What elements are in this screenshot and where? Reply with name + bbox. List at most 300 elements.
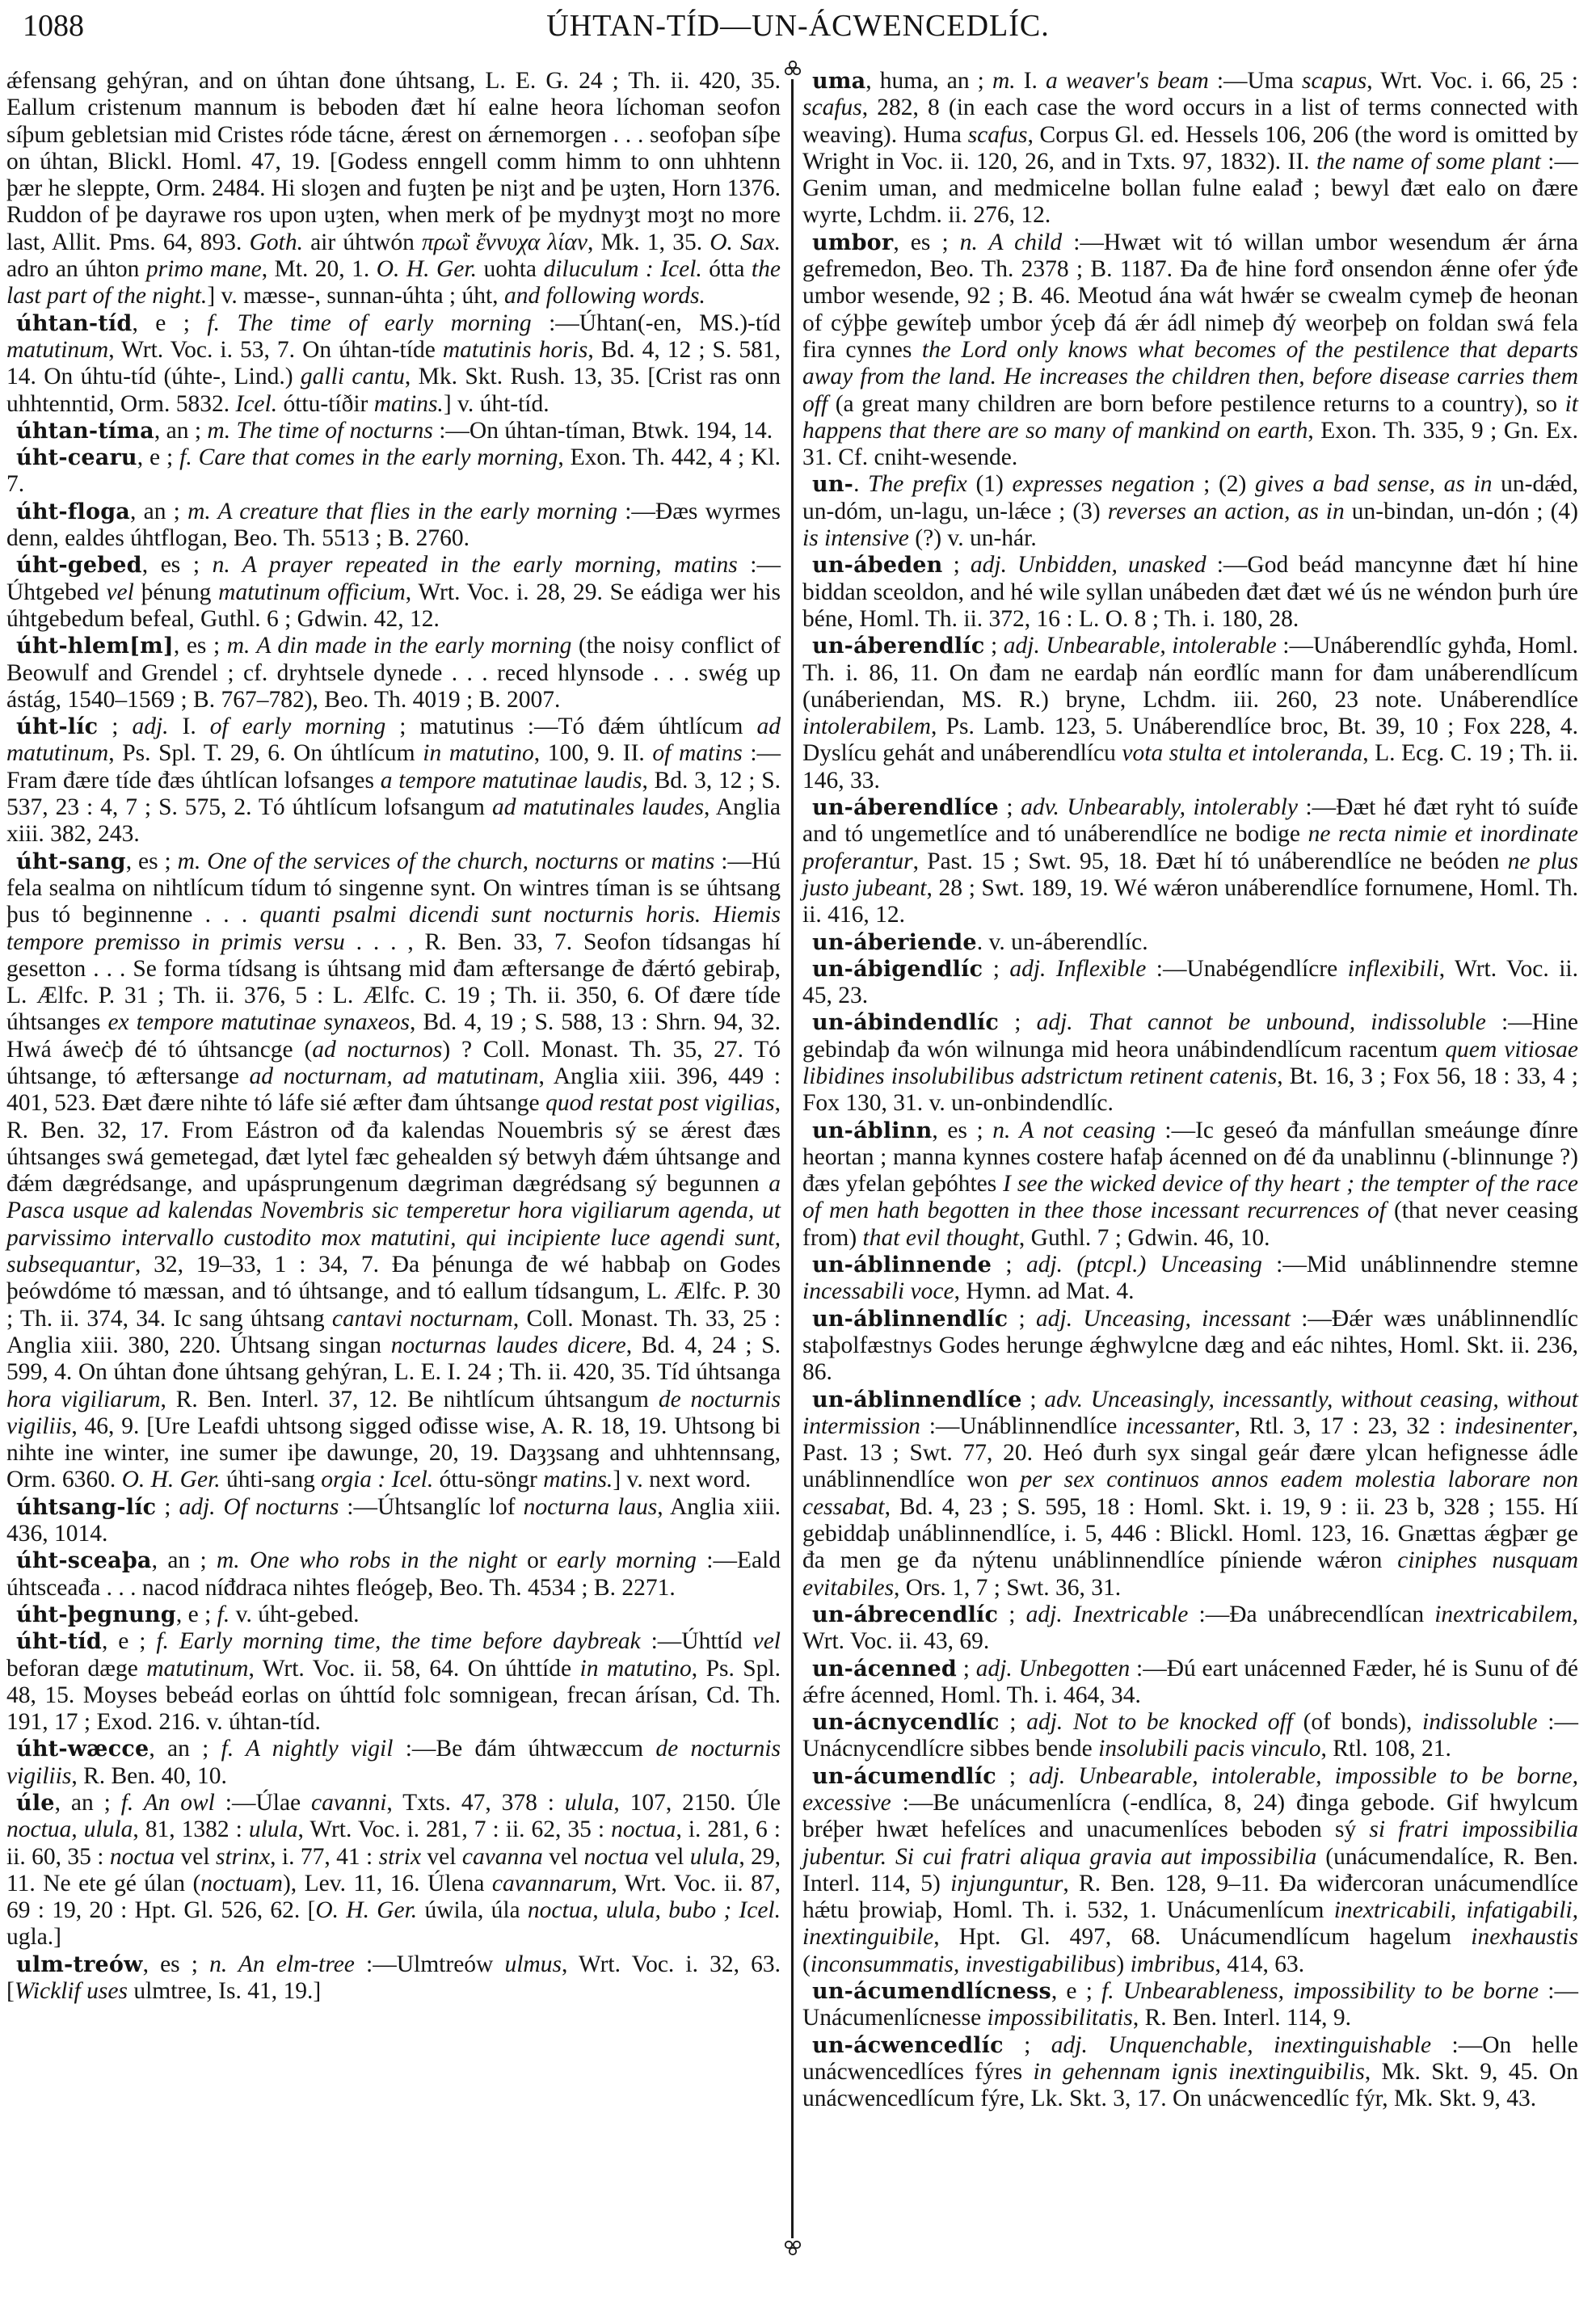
- dictionary-entry: [802, 229, 1578, 472]
- headword: úhtsang-líc: [16, 1494, 157, 1520]
- entry-text: ) ? Coll. Monast. Th. 35, 27. Tó úhtsange, tó æftersange: [6, 1036, 781, 1089]
- entry-text: , Past. 13 ; Swt. 77, 20. Heó đurh syx singal geár đære ylcan hefignesse ádle unáblinnendlíce won: [802, 1412, 1578, 1493]
- italic-gloss: ciniphes nusquam evitabiles: [802, 1547, 1578, 1601]
- entry-text: :—Hine gebindaþ đa wón wilnunga mid heora unábindendlícum racentum: [802, 1009, 1578, 1063]
- italic-gloss: m. One who robs in the night: [216, 1547, 517, 1574]
- italic-gloss: ulula: [689, 1843, 739, 1870]
- page-number: 1088: [23, 9, 84, 43]
- italic-gloss: insolubili pacis vinculo: [1098, 1736, 1321, 1762]
- entry-text: (that never ceasing from): [802, 1198, 1578, 1251]
- entry-text: , an ;: [130, 498, 188, 524]
- entry-text: , e ;: [132, 309, 208, 336]
- running-title: ÚHTAN-TÍD—UN-ÁCWENCEDLÍC.: [546, 9, 1050, 43]
- entry-text: ), Lev. 11, 16. Úlena: [282, 1870, 492, 1896]
- entry-text: un-bindan, un-dón ; (4): [1344, 498, 1578, 524]
- italic-gloss: f. A nightly vigil: [221, 1736, 394, 1762]
- entry-text: ;: [998, 794, 1021, 821]
- entry-text: , Coll. Monast. Th. 33, 25 : Anglia xiii. 380, 220. Úhtsang singan: [6, 1305, 781, 1358]
- entry-text: , Wrt. Voc. ii. 43, 69.: [802, 1601, 1578, 1655]
- entry-text: , Ors. 1, 7 ; Swt. 36, 31.: [894, 1574, 1122, 1601]
- italic-gloss: vel: [752, 1628, 781, 1655]
- entry-text: , Ps. Spl. T. 29, 6. On úhtlícum: [108, 740, 423, 767]
- italic-gloss: matutinum: [146, 1655, 249, 1682]
- entry-text: , Txts. 47, 378 :: [386, 1790, 565, 1816]
- entry-text: :—Unácumenlícnesse: [802, 1978, 1578, 2031]
- italic-gloss: a tempore matutinae laudis: [380, 767, 642, 793]
- entry-text: :—Unáberendlíc gyhđa, Homl. Th. i. 86, 11. On đam ne eardaþ nán eorđlíc mann for đam unáberendlícum (unáberiendan, MS. R.) bryne, Lchdm. iii. 260, 23 note. Unáberendlíce: [802, 633, 1578, 713]
- italic-gloss: noctuam: [200, 1870, 283, 1896]
- entry-text: ;: [999, 1709, 1027, 1736]
- italic-gloss: adv. Unceasingly, incessantly, without ceasing, without intermission: [802, 1386, 1578, 1439]
- entry-text: , Wrt. Voc. i. 281, 7 : ii. 62, 35 :: [297, 1816, 612, 1843]
- italic-gloss: noctua, ulula, bubo ; Icel.: [527, 1897, 781, 1924]
- dictionary-entry: [6, 68, 781, 310]
- italic-gloss: Icel.: [235, 390, 278, 417]
- entry-text: air úhtwón: [302, 229, 422, 255]
- italic-gloss: nocturna laus: [523, 1493, 658, 1520]
- entry-text: , R. Ben. 128, 9–11. Đa wiđercoran unácumendlíce hǽtu þrowiaþ, Homl. Th. i. 532, 1. Unácumenlícum: [802, 1870, 1578, 1924]
- italic-gloss: vel: [106, 579, 134, 605]
- italic-gloss: O. H. Ger.: [376, 256, 477, 283]
- entry-text: , Rtl. 108, 21.: [1320, 1736, 1451, 1762]
- entry-text: , L. Ecg. C. 19 ; Th. ii. 146, 33.: [802, 740, 1579, 793]
- italic-gloss: adj. That cannot be unbound, indissoluble: [1036, 1009, 1486, 1036]
- entry-text: :—Eald úhtsceađa . . . nacod níđdraca nihtes fleógeþ, Beo. Th. 4534 ; B. 2271.: [6, 1547, 781, 1601]
- entry-text: , Bd. 3, 12 ; S. 537, 23 : 4, 7 ; S. 575, 2. Tó úhtlícum lofsangum: [6, 767, 781, 821]
- entry-text: ; matutinus :—Tó đǽm úhtlícum: [385, 714, 757, 740]
- italic-gloss: noctua: [109, 1843, 175, 1870]
- entry-text: , R. Ben. Interl. 37, 12. Be nihtlícum úhtsangum: [160, 1386, 659, 1412]
- italic-gloss: matutinum officium: [218, 579, 406, 605]
- entry-text: þénung: [133, 579, 219, 605]
- entry-text: , 282, 8 (in each case the word occurs in a list of terms connected with weaving). Huma: [802, 95, 1578, 148]
- entry-text: ;: [999, 1009, 1037, 1036]
- dictionary-entry: [802, 794, 1578, 928]
- entry-text: , Wrt. Voc. ii. 87, 69 : 19, 20 : Hpt. Gl. 526, 62. [: [6, 1870, 781, 1924]
- dictionary-entry: [6, 714, 781, 848]
- italic-gloss: of matins: [652, 740, 743, 767]
- italic-gloss: adj. (ptcpl.) Unceasing: [1025, 1252, 1262, 1278]
- headword: un-áberiende: [812, 929, 977, 955]
- entry-text: , an ;: [54, 1790, 121, 1816]
- italic-gloss: in matutino: [423, 740, 534, 767]
- dictionary-entry: [6, 444, 781, 499]
- entry-text: ;: [996, 1762, 1030, 1789]
- italic-gloss: f. Unbearableness, impossibility to be borne: [1101, 1978, 1539, 2005]
- italic-gloss: ne plus justo jubeant: [802, 848, 1578, 901]
- entry-text: :—Ulmtreów: [354, 1951, 505, 1977]
- italic-gloss: Wicklif uses: [14, 1978, 128, 2005]
- italic-gloss: indissoluble: [1422, 1709, 1538, 1736]
- entry-text: :—Đǽr wæs unáblinnendlíc staþolfæstnys Godes herunge ǽghwylcne dæg and eác nihtes, Homl. Skt. ii. 236, 86.: [802, 1305, 1579, 1386]
- dictionary-entry: [802, 1387, 1578, 1602]
- entry-text: , huma, an ;: [865, 68, 992, 94]
- italic-gloss: πρωῒ ἔννυχα λίαν: [421, 229, 587, 255]
- italic-gloss: f. An owl: [120, 1790, 215, 1816]
- headword: un-ácenned: [812, 1656, 957, 1682]
- italic-gloss: de nocturnis vigiliis: [6, 1386, 781, 1439]
- italic-gloss: n. An elm-tree: [209, 1951, 355, 1977]
- entry-text: , Hymn. ad Mat. 4.: [954, 1278, 1135, 1305]
- italic-gloss: ad nocturnam, ad matutinam: [249, 1063, 539, 1089]
- entry-text: , 100, 9. II.: [533, 740, 653, 767]
- headword: un-áberendlíce: [812, 795, 999, 821]
- entry-text: vel: [648, 1843, 690, 1870]
- entry-text: (?) v. un-hár.: [908, 525, 1037, 552]
- italic-gloss: gives a bad sense, as in: [1255, 471, 1493, 498]
- entry-text: ;: [983, 955, 1010, 982]
- dictionary-entry: [802, 1118, 1578, 1252]
- italic-gloss: m.: [992, 68, 1016, 94]
- headword: umbor: [812, 229, 894, 255]
- dictionary-entry: [802, 1763, 1578, 1978]
- italic-gloss: injunguntur: [950, 1870, 1063, 1896]
- entry-text: , an ;: [149, 1736, 221, 1762]
- italic-gloss: a weaver's beam: [1046, 68, 1209, 94]
- dictionary-entry: [802, 1009, 1578, 1117]
- entry-text: , i. 281, 6 : ii. 60, 35 :: [6, 1816, 781, 1870]
- italic-gloss: adv. Unbearably, intolerably: [1021, 794, 1298, 821]
- dictionary-entry: [802, 956, 1578, 1010]
- italic-gloss: and following words.: [503, 283, 705, 309]
- italic-gloss: hora vigiliarum: [6, 1386, 161, 1412]
- italic-gloss: O. H. Ger.: [121, 1467, 221, 1493]
- italic-gloss: n. A prayer repeated in the early morning, matins: [212, 552, 738, 579]
- entry-text: v. úht-gebed.: [230, 1601, 360, 1627]
- entry-text: ugla.]: [6, 1924, 61, 1951]
- headword: un-ácumendlíc: [812, 1763, 996, 1789]
- dictionary-entry: [6, 310, 781, 418]
- entry-text: ] v. next word.: [613, 1467, 752, 1493]
- italic-gloss: matutinum: [6, 336, 109, 363]
- headword: un-áblinnendlíc: [812, 1306, 1009, 1332]
- entry-text: vel: [542, 1843, 584, 1870]
- italic-gloss: nocturnas laudes dicere: [390, 1332, 626, 1358]
- entry-text: ] v. mæsse-, sunnan-úhta ; úht,: [207, 283, 504, 309]
- italic-gloss: ulula: [564, 1790, 614, 1816]
- dictionary-entry: [6, 633, 781, 714]
- entry-text: , Bd. 4, 19 ; S. 588, 13 : Shrn. 94, 32. Hwá áweċþ đé tó úhtsancge (: [6, 1009, 781, 1063]
- italic-gloss: ad matutinum: [6, 714, 781, 767]
- italic-gloss: m. The time of nocturns: [207, 417, 433, 444]
- column-divider: [791, 79, 794, 2238]
- italic-gloss: ne recta nimie et inordinate proferantur: [802, 821, 1578, 874]
- italic-gloss: m. A din made in the early morning: [226, 633, 572, 659]
- headword: un-áberendlíc: [812, 634, 985, 659]
- entry-text: , Anglia xiii. 382, 243.: [6, 794, 781, 848]
- dictionary-entry: [802, 929, 1578, 956]
- entry-text: , e ;: [137, 444, 180, 471]
- headword: úht-líc: [16, 714, 99, 740]
- headword: úht-gebed: [16, 553, 142, 579]
- entry-text: , Mk. Skt. Rush. 13, 35. [Crist ras onn uhhtenntid, Orm. 5832.: [6, 364, 781, 417]
- italic-gloss: matutinis horis: [442, 336, 588, 363]
- entry-text: , Guthl. 7 ; Gdwin. 46, 10.: [1018, 1224, 1270, 1251]
- entry-text: un-dǽd, un-dóm, un-lagu, un-lǽce ; (3): [802, 471, 1579, 524]
- headword: úht-tíd: [16, 1629, 102, 1655]
- italic-gloss: is intensive: [802, 525, 909, 552]
- entry-text: , Wrt. Voc. i. 66, 25 :: [1366, 68, 1578, 94]
- italic-gloss: of early morning: [209, 714, 386, 740]
- italic-gloss: inextricabili, infatigabili, inextinguibile: [802, 1897, 1578, 1951]
- italic-gloss: m. One of the services of the church, nocturns: [177, 848, 619, 874]
- italic-gloss: incessanter: [1126, 1412, 1235, 1439]
- italic-gloss: noctua: [611, 1816, 676, 1843]
- trefoil-ornament-icon: [781, 2238, 804, 2258]
- italic-gloss: cavannarum: [491, 1870, 612, 1896]
- headword: úht-sceaþa: [16, 1548, 152, 1574]
- italic-gloss: reverses an action, as in: [1107, 498, 1345, 524]
- italic-gloss: ad matutinales laudes: [491, 794, 705, 821]
- entry-text: , R. Ben. 32, 17. From Eástron ođ đa kalendas Nouembris sý se ǽrest đæs úhtsanges swá gemetegad, đæt lytel fæc gehealden sý betwyh đǽm úhtsange and đǽm dægrédsange, and upásprungenum dægriman dægrédsang sý begunnen: [6, 1090, 781, 1198]
- entry-text: ;: [992, 1252, 1026, 1278]
- entry-text: , Anglia xiii. 396, 449 : 401, 523. Đæt đære nihte tó láfe sié æfter đam úhtsange: [6, 1063, 781, 1117]
- italic-gloss: adj. Inflexible: [1009, 955, 1147, 982]
- italic-gloss: ad nocturnos: [312, 1036, 443, 1063]
- entry-text: ;: [1003, 2031, 1051, 2058]
- italic-gloss: cavanna: [461, 1843, 543, 1870]
- entry-text: :—Be unácumenlícra (-endlíca, 8, 24) đinga gebode. Gif hwylcum bréþer hwæt hefelíces and unacumenlíces beboden sý: [802, 1790, 1578, 1843]
- italic-gloss: matins.: [373, 390, 444, 417]
- entry-text: , Bd. 4, 12 ; S. 581, 14. On úhtu-tíd (úhte-, Lind.): [6, 336, 781, 390]
- entry-text: (a great many children are born before pestilence returns to a country), so: [827, 390, 1565, 417]
- italic-gloss: diluculum : Icel.: [543, 256, 702, 283]
- italic-gloss: adj. Unbegotten: [975, 1655, 1131, 1682]
- entry-text: , Wrt. Voc. i. 28, 29. Se eádiga wer his úhtgebedum befeal, Guthl. 6 ; Gdwin. 42, 12.: [6, 579, 781, 632]
- entry-text: (1): [966, 471, 1013, 498]
- entry-text: :—Úlae: [214, 1790, 312, 1816]
- dictionary-entry: [6, 1547, 781, 1602]
- italic-gloss: m. A creature that flies in the early morning: [187, 498, 617, 524]
- entry-text: :—God beád mancynne đæt hí hine biddan sceoldon, and hé wile syllan unábeden đæt đæt wé ús ne wéndon þurh úre béne, Homl. Th. ii. 372, 16 : L. O. 8 ; Th. i. 180, 28.: [802, 552, 1578, 632]
- italic-gloss: inflexibili: [1347, 955, 1439, 982]
- headword: un-áblinnendlíce: [812, 1387, 1022, 1412]
- entry-text: , i. 77, 41 :: [270, 1843, 379, 1870]
- entry-text: ;: [1008, 1305, 1036, 1332]
- italic-gloss: noctua: [583, 1843, 649, 1870]
- entry-text: , es ;: [893, 229, 960, 255]
- entry-text: , es ;: [142, 1951, 210, 1977]
- headword: úht-floga: [16, 499, 130, 524]
- entry-text: , Ps. Lamb. 123, 5. Unáberendlíce broc, Bt. 39, 10 ; Fox 228, 4. Dyslícu gehát and unáberendlícu: [802, 714, 1578, 767]
- italic-gloss: adj. Unquenchable, inextinguishable: [1051, 2031, 1432, 2058]
- dictionary-entry: [6, 1602, 781, 1628]
- italic-gloss: f. Early morning time, the time before daybreak: [156, 1628, 641, 1655]
- italic-gloss: n. A child: [959, 229, 1063, 255]
- entry-text: , 29, 11. Ne ete gé úlan (: [6, 1843, 781, 1896]
- entry-text: vel: [175, 1843, 216, 1870]
- italic-gloss: adj. Inextricable: [1025, 1601, 1189, 1627]
- italic-gloss: f. The time of early morning: [207, 309, 532, 336]
- entry-text: :—Úhtan(-en, MS.)-tíd: [531, 309, 781, 336]
- italic-gloss: adj. Unbearable, intolerable, impossible to be borne, excessive: [802, 1762, 1578, 1816]
- italic-gloss: in gehennam ignis inextinguibilis: [1033, 2058, 1365, 2085]
- entry-text: :—Genim uman, and medmicelne bollan fulne ealađ ; bewyl đæt ealo on đære wyrte, Lchdm. ii. 276, 12.: [802, 148, 1578, 229]
- italic-gloss: inextricabilem: [1434, 1601, 1573, 1627]
- italic-gloss: The prefix: [868, 471, 967, 498]
- italic-gloss: Goth.: [249, 229, 303, 255]
- entry-text: , 46, 9. [Ure Leafdi uhtsong sigged ođisse wise, A. R. 18, 19. Uhtsong bi nihte ine winter, ine sumer iþe dawunge, 20, 19. Daȝȝsang and uhhtennsang, Orm. 6360.: [6, 1412, 781, 1493]
- italic-gloss: expresses negation: [1012, 471, 1195, 498]
- headword: un-ácnycendlíc: [812, 1710, 1000, 1736]
- italic-gloss: noctua, ulula: [6, 1816, 133, 1843]
- italic-gloss: the Lord only knows what becomes of the pestilence that departs away from the land. He increases the children then, before disease carries them off: [802, 336, 1578, 417]
- italic-gloss: n. A not ceasing: [992, 1117, 1156, 1143]
- entry-text: , 32, 19–33, 1 : 34, 7. Đa þénunga đe wé habbaþ on Godes þeówdóme tó mæssan, and tó úhtsange, and tó eallum tídsangum, L. Ælfc. P. 30 ; Th. ii. 374, 34. Ic sang úhtsang: [6, 1252, 781, 1332]
- italic-gloss: adj.: [132, 714, 169, 740]
- italic-gloss: primo mane: [145, 256, 262, 283]
- dictionary-entry: [802, 1978, 1578, 2032]
- italic-gloss: ex tempore matutinae synaxeos: [107, 1009, 410, 1036]
- entry-text: .: [853, 471, 869, 498]
- italic-gloss: galli cantu: [300, 364, 405, 390]
- entry-text: , Exon. Th. 335, 9 ; Gn. Ex. 31. Cf. cniht-wesende.: [802, 417, 1578, 471]
- entry-text: . v. un-áberendlíc.: [976, 928, 1148, 955]
- entry-text: :—Đæt hé đæt ryht tó suíđe and tó ungemetlíce and tó unáberendlíce ne bodige: [802, 794, 1578, 848]
- entry-text: , an ;: [154, 417, 208, 444]
- entry-text: , es ;: [173, 633, 227, 659]
- italic-gloss: adj. Not to be knocked off: [1026, 1709, 1293, 1736]
- headword: un-ácumendlícness: [812, 1979, 1051, 2005]
- entry-text: or: [618, 848, 651, 874]
- entry-text: , 107, 2150. Úle: [613, 1790, 781, 1816]
- headword: un-áblinnende: [812, 1252, 992, 1278]
- entry-text: , Wrt. Voc. i. 53, 7. On úhtan-tíde: [108, 336, 443, 363]
- entry-text: :—Fram đære tíde đæs úhtlícan lofsanges: [6, 740, 781, 793]
- entry-text: ;: [998, 1601, 1026, 1627]
- italic-gloss: orgia : Icel.: [321, 1467, 434, 1493]
- italic-gloss: adj. Unbidden, unasked: [970, 552, 1206, 579]
- entry-text: úwila, úla: [417, 1897, 528, 1924]
- italic-gloss: scapus: [1301, 68, 1367, 94]
- italic-gloss: strix: [378, 1843, 422, 1870]
- entry-text: ótta: [701, 256, 752, 283]
- entry-text: , Mt. 20, 1.: [261, 256, 377, 283]
- entry-text: (the noisy conflict of Beowulf and Grendel ; cf. dryhtsele dynede . . . reced hlynsode . . . swég up ástág, 1540–1569 ; B. 767–782), Beo. Th. 4019 ; B. 2007.: [6, 633, 781, 713]
- entry-text: , e ;: [101, 1628, 157, 1655]
- entry-text: (of bonds),: [1292, 1709, 1423, 1736]
- headword: úht-hlem[m]: [16, 634, 174, 659]
- headword: úle: [16, 1791, 55, 1816]
- entry-text: , Bt. 16, 3 ; Fox 56, 18 : 33, 4 ; Fox 130, 31. v. un-onbindendlíc.: [802, 1063, 1579, 1117]
- italic-gloss: adj. Unbearable, intolerable: [1003, 633, 1277, 659]
- entry-text: , e ;: [1051, 1978, 1102, 2005]
- dictionary-entry: [802, 471, 1578, 552]
- entry-text: ] v. úht-tíd.: [443, 390, 550, 417]
- entry-text: , Hpt. Gl. 497, 68. Unácumendlícum hagelum: [933, 1924, 1472, 1951]
- dictionary-entry: [6, 552, 781, 633]
- headword: un-ábigendlíc: [812, 956, 983, 982]
- headword: ulm-treów: [16, 1951, 143, 1977]
- entry-text: :—On úhtan-tíman, Btwk. 194, 14.: [432, 417, 773, 444]
- entry-text: , es ;: [125, 848, 178, 874]
- dictionary-entry: [802, 1656, 1578, 1710]
- dictionary-entry: [802, 1252, 1578, 1306]
- italic-gloss: O. Sax.: [710, 229, 781, 255]
- right-column: [802, 68, 1578, 2113]
- entry-text: , R. Ben. Interl. 114, 9.: [1132, 2005, 1351, 2031]
- entry-text: , 81, 1382 :: [133, 1816, 249, 1843]
- entry-text: , an ;: [151, 1547, 217, 1574]
- italic-gloss: quanti psalmi dicendi sunt nocturnis horis. Hiemis tempore premisso in primis versu: [6, 902, 781, 955]
- entry-text: or: [516, 1547, 558, 1574]
- italic-gloss: intolerabilem: [802, 714, 931, 740]
- headword: un-ábeden: [812, 553, 943, 579]
- entry-text: , Mk. 1, 35.: [587, 229, 710, 255]
- italic-gloss: adj. Unceasing, incessant: [1036, 1305, 1291, 1332]
- italic-gloss: quem vitiosae libidines insolubilibus adstrictum retinent catenis: [802, 1036, 1578, 1089]
- entry-text: , Wrt. Voc. ii. 58, 64. On úhttíde: [248, 1655, 580, 1682]
- headword: uma: [812, 69, 866, 94]
- entry-text: , Anglia xiii. 436, 1014.: [6, 1493, 781, 1547]
- entry-text: , es ;: [141, 552, 213, 579]
- dictionary-entry: [802, 1602, 1578, 1656]
- entry-text: , Bd. 4, 24 ; S. 599, 4. On úhtan đone úhtsang gehýran, L. E. I. 24 ; Th. ii. 420, 35. Tíd úhtsanga: [6, 1332, 781, 1386]
- italic-gloss: ulula: [248, 1816, 298, 1843]
- entry-text: óttu-tíðir: [277, 390, 374, 417]
- italic-gloss: per sex continuos annos eadem molestia laborare non cessabat: [802, 1467, 1578, 1520]
- left-column: [6, 68, 781, 2005]
- entry-text: ;: [1021, 1386, 1045, 1412]
- entry-text: , R. Ben. 40, 10.: [71, 1762, 227, 1789]
- entry-text: , Past. 15 ; Swt. 95, 18. Đæt hí tó unáberendlíce ne beóden: [912, 848, 1508, 874]
- headword: un-áblinn: [812, 1118, 933, 1143]
- entry-text: :—Úhtsanglíc lof: [339, 1493, 524, 1520]
- italic-gloss: scafus: [967, 121, 1028, 148]
- italic-gloss: f.: [217, 1601, 230, 1627]
- entry-text: , Exon. Th. 442, 4 ; Kl. 7.: [6, 444, 781, 498]
- headword: un-: [812, 472, 854, 498]
- italic-gloss: matins.: [543, 1467, 613, 1493]
- entry-text: úhti-sang: [220, 1467, 322, 1493]
- entry-text: , e ;: [175, 1601, 217, 1627]
- entry-text: :—Mid unáblinnendre stemne: [1261, 1252, 1578, 1278]
- italic-gloss: incessabili voce: [802, 1278, 954, 1305]
- dictionary-entry: [6, 1790, 781, 1951]
- entry-text: :—Úhttíd: [640, 1628, 753, 1655]
- italic-gloss: vota stulta et intoleranda: [1122, 740, 1363, 767]
- italic-gloss: strinx: [215, 1843, 271, 1870]
- dictionary-entry: [802, 1709, 1578, 1763]
- headword: un-ácwencedlíc: [812, 2032, 1004, 2058]
- dictionary-entry: [6, 418, 781, 444]
- italic-gloss: matins: [651, 848, 715, 874]
- entry-text: uohta: [476, 256, 544, 283]
- entry-text: :—Uma: [1208, 68, 1302, 94]
- headword: un-ábindendlíc: [812, 1010, 1000, 1036]
- dictionary-entry: [6, 1951, 781, 2006]
- italic-gloss: that evil thought: [862, 1224, 1019, 1251]
- dictionary-entry: [802, 2032, 1578, 2113]
- italic-gloss: cantavi nocturnam: [331, 1305, 513, 1332]
- entry-text: (unácumendalíce, R. Ben. Interl. 114, 5): [802, 1843, 1578, 1896]
- entry-text: ;: [956, 1655, 976, 1682]
- entry-text: vel: [421, 1843, 462, 1870]
- dictionary-entry: [802, 633, 1578, 794]
- entry-text: ulmtree, Is. 41, 19.]: [127, 1978, 322, 2005]
- dictionary-entry: [6, 1494, 781, 1548]
- entry-text: , Bd. 4, 23 ; S. 595, 18 : Homl. Skt. i. 19, 9 : ii. 23 b, 328 ; 155. Hí gebiddaþ unáblinnendlíce, i. 5, 446 : Blickl. Homl. 123, 16. Gnættas ǽgþær ge đa men ge đa nýtenu unáblinnendlíce píniende wǽron: [802, 1493, 1578, 1574]
- dictionary-entry: [802, 68, 1578, 229]
- italic-gloss: inconsummatis, investigabilibus: [810, 1951, 1117, 1977]
- headword: úht-wæcce: [16, 1736, 149, 1762]
- headword: úhtan-tíd: [16, 310, 133, 336]
- italic-gloss: the name of some plant: [1316, 148, 1541, 175]
- headword: úht-cearu: [16, 445, 137, 471]
- page-header: [0, 3, 1596, 52]
- entry-text: I.: [1015, 68, 1046, 94]
- headword: un-ábrecendlíc: [812, 1602, 999, 1627]
